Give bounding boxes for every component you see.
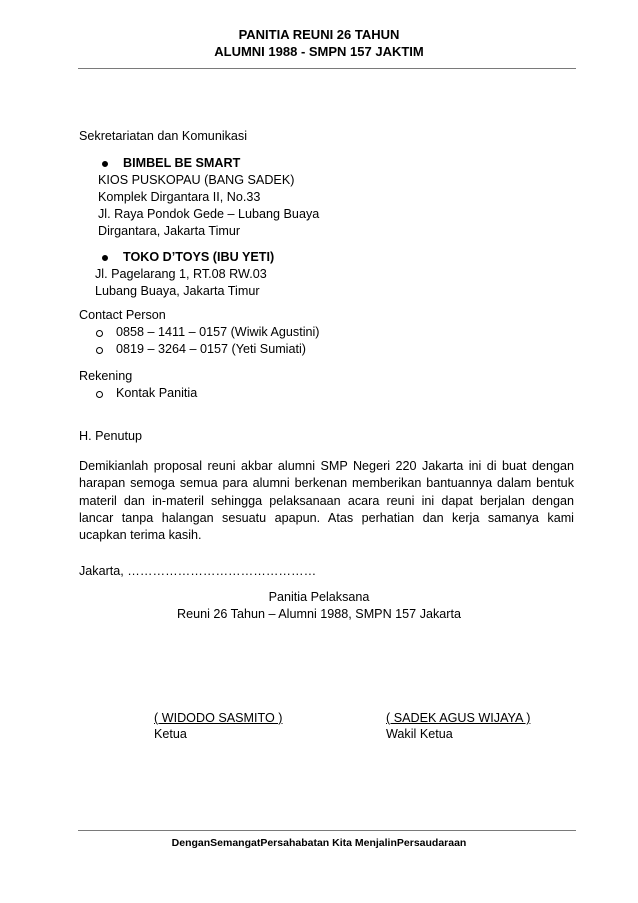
committee-line2: Reuni 26 Tahun – Alumni 1988, SMPN 157 Jakarta bbox=[176, 607, 461, 621]
bullet-icon bbox=[96, 347, 103, 354]
closing-paragraph: Demikianlah proposal reuni akbar alumni SMP Negeri 220 Jakarta ini di buat dengan harapan semoga semua para alumni berkenan memberikan bantuannya dalam bentuk materil dan in-materil sehingga pelaksanaan acara reuni ini dapat berjalan dengan lancar tanpa halangan sesuatu apapun. Atas perhatian dan kerja samanya kami ucapkan terima kasih. bbox=[79, 459, 574, 543]
footer-divider bbox=[78, 830, 576, 831]
closing-heading: H. Penutup bbox=[79, 429, 143, 443]
place-name-bimbel: BIMBEL BE SMART bbox=[123, 156, 241, 170]
place-name-toko: TOKO D’TOYS (IBU YETI) bbox=[123, 250, 275, 264]
rekening-item: Kontak Panitia bbox=[116, 386, 198, 400]
place-line: Jl. Raya Pondok Gede – Lubang Buaya bbox=[98, 207, 320, 221]
signatory-role-wakil: Wakil Ketua bbox=[386, 727, 453, 741]
secretariat-heading: Sekretariatan dan Komunikasi bbox=[79, 129, 248, 143]
bullet-icon bbox=[102, 255, 108, 261]
place-date: Jakarta, ……………………………………… bbox=[79, 564, 317, 578]
contact-item: 0858 – 1411 – 0157 (Wiwik Agustini) bbox=[116, 325, 320, 339]
footer-motto: DenganSemangatPersahabatan Kita MenjalinPersaudaraan bbox=[171, 837, 467, 849]
place-line: KIOS PUSKOPAU (BANG SADEK) bbox=[98, 173, 295, 187]
contact-heading: Contact Person bbox=[79, 308, 166, 322]
place-line: Dirgantara, Jakarta Timur bbox=[98, 224, 241, 238]
place-line: Lubang Buaya, Jakarta Timur bbox=[95, 284, 260, 298]
bullet-icon bbox=[96, 330, 103, 337]
place-line: Komplek Dirgantara II, No.33 bbox=[98, 190, 261, 204]
header-title-line2: ALUMNI 1988 - SMPN 157 JAKTIM bbox=[214, 44, 424, 59]
signatory-name-ketua: ( WIDODO SASMITO ) bbox=[154, 711, 283, 725]
signatory-role-ketua: Ketua bbox=[154, 727, 187, 741]
contact-item: 0819 – 3264 – 0157 (Yeti Sumiati) bbox=[116, 342, 306, 356]
header-title-line1: PANITIA REUNI 26 TAHUN bbox=[238, 27, 400, 42]
committee-line1: Panitia Pelaksana bbox=[268, 590, 370, 604]
rekening-heading: Rekening bbox=[79, 369, 133, 383]
bullet-icon bbox=[102, 161, 108, 167]
header-divider bbox=[78, 68, 576, 69]
bullet-icon bbox=[96, 391, 103, 398]
place-line: Jl. Pagelarang 1, RT.08 RW.03 bbox=[95, 267, 267, 281]
signatory-name-wakil: ( SADEK AGUS WIJAYA ) bbox=[386, 711, 531, 725]
